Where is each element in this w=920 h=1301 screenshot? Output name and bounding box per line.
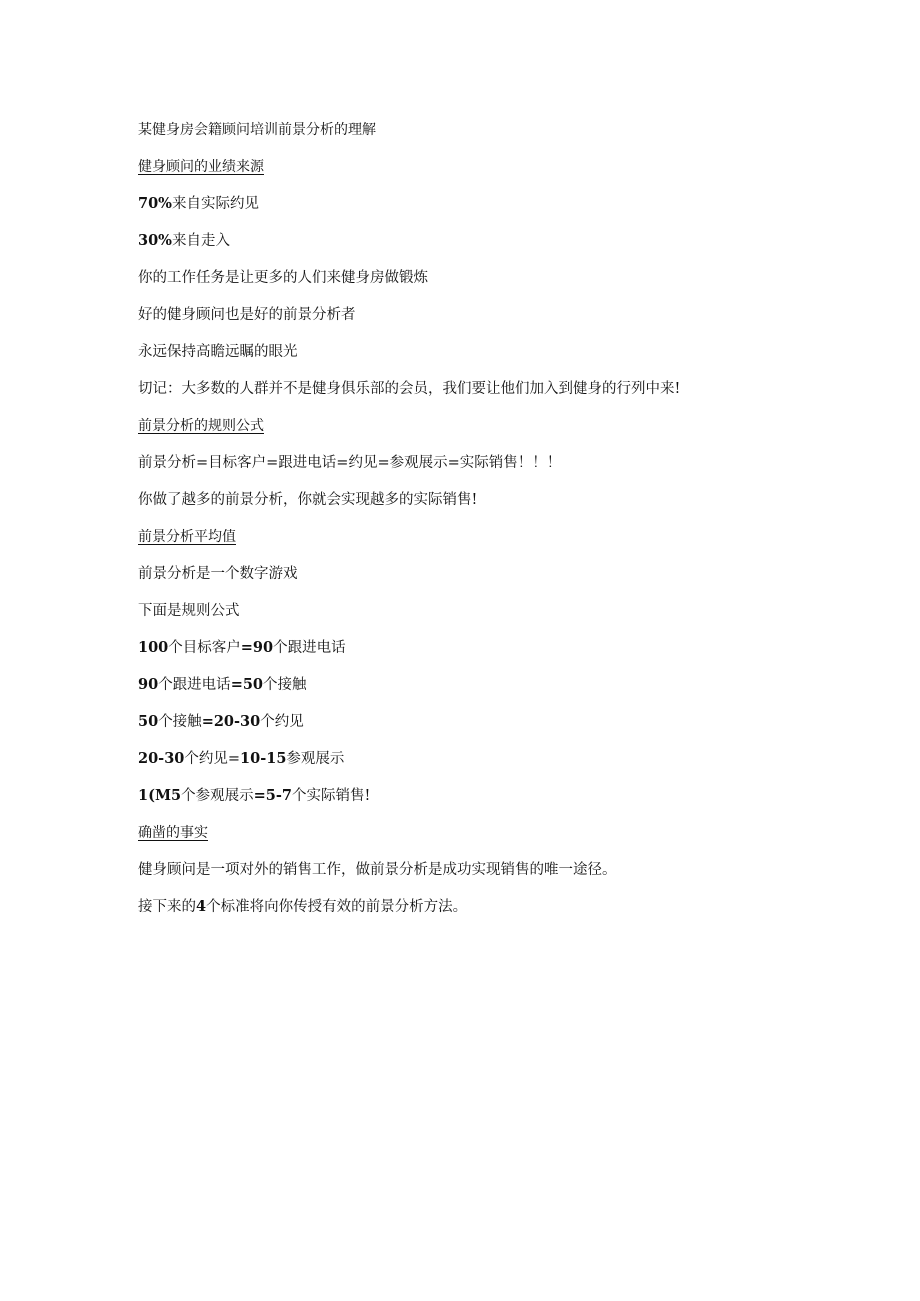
formula-text: 个接触 [158, 714, 202, 730]
formula-line [138, 748, 838, 785]
paragraph-line: 你做了越多的前景分析，你就会实现越多的实际销售! [138, 492, 478, 508]
formula-number: 10-15 [240, 750, 287, 767]
section-heading-performance-sources [138, 156, 838, 193]
paragraph-line: 健身顾问是一项对外的销售工作，做前景分析是成功实现销售的唯一途径。 [138, 862, 617, 878]
line-text: 接下来的 [138, 899, 196, 915]
formula-number: =90 [240, 639, 274, 656]
formula-number: =20-30 [201, 713, 261, 730]
document-title: 某健身房会籍顾问培训前景分析的理解 [138, 122, 376, 138]
paragraph-line [138, 193, 838, 230]
formula-number: 50 [138, 713, 159, 730]
formula-text: 个接触 [263, 677, 307, 693]
paragraph-line: 切记：大多数的人群并不是健身俱乐部的会员，我们要让他们加入到健身的行列中来! [138, 381, 681, 397]
formula-text: 个目标客户 [168, 640, 241, 656]
formula-text: 个参观展示 [181, 788, 254, 804]
formula-line [138, 711, 838, 748]
standard-count: 4 [196, 898, 207, 915]
percentage-value: 70% [138, 195, 172, 212]
document-body [138, 119, 838, 933]
formula-text: 个实际销售! [291, 788, 371, 804]
paragraph-line: 好的健身顾问也是好的前景分析者 [138, 307, 356, 323]
formula-number: 100 [138, 639, 169, 656]
line-text: 来自实际约见 [171, 196, 259, 212]
formula-text: 个跟进电话 [158, 677, 231, 693]
formula-text: 个约见= [184, 751, 241, 767]
paragraph-line: 你的工作任务是让更多的人们来健身房做锻炼 [138, 270, 428, 286]
paragraph-line: 下面是规则公式 [138, 603, 240, 619]
percentage-value: 30% [138, 232, 172, 249]
formula-number: 1(M5 [138, 787, 182, 804]
paragraph-line: 前景分析是一个数字游戏 [138, 566, 298, 582]
section-heading-facts [138, 822, 838, 859]
paragraph-line [138, 896, 838, 933]
formula-text: 个跟进电话 [273, 640, 346, 656]
paragraph-line: 前景分析=目标客户=跟进电话=约见=参观展示=实际销售！！！ [138, 455, 562, 471]
line-text: 个标准将向你传授有效的前景分析方法。 [206, 899, 468, 915]
heading-text: 前景分析平均值 [138, 529, 236, 545]
section-heading-formula [138, 415, 838, 452]
paragraph-line [138, 230, 838, 267]
heading-text: 前景分析的规则公式 [138, 418, 264, 434]
formula-text: 个约见 [260, 714, 304, 730]
section-heading-averages [138, 526, 838, 563]
formula-line [138, 637, 838, 674]
heading-text: 健身顾问的业绩来源 [138, 159, 264, 175]
formula-number: 90 [138, 676, 159, 693]
formula-line [138, 785, 838, 822]
formula-line [138, 674, 838, 711]
formula-number: 20-30 [138, 750, 185, 767]
heading-text: 确凿的事实 [138, 825, 208, 841]
line-text: 来自走入 [171, 233, 230, 249]
paragraph-line: 永远保持高瞻远瞩的眼光 [138, 344, 298, 360]
formula-number: =50 [230, 676, 264, 693]
formula-text: 参观展示 [286, 751, 345, 767]
formula-number: =5-7 [253, 787, 292, 804]
